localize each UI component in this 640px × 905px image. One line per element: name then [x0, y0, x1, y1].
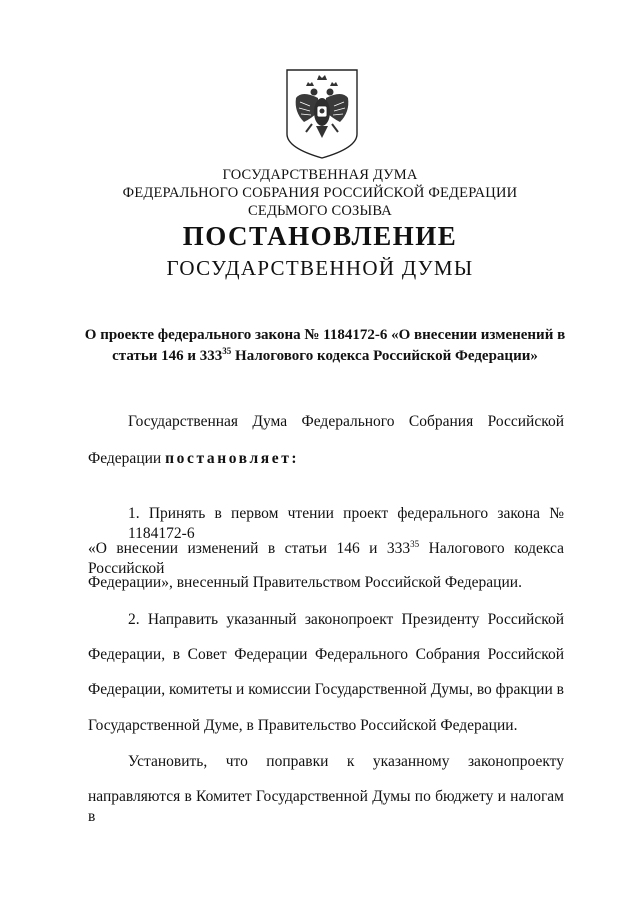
item1-line-1: 1. Принять в первом чтении проект федерального закона № 1184172-6	[128, 505, 564, 542]
item2-line-1: 2. Направить указанный законопроект Президенту Российской	[128, 611, 564, 628]
document-title: ПОСТАНОВЛЕНИЕ	[182, 221, 458, 251]
item2-line-3: Федерации, комитеты и комиссии Государственной Думы, во фракции в	[88, 681, 564, 698]
preamble-line-2: Федерации постановляет:	[88, 450, 300, 467]
item1-line-3: Федерации», внесенный Правительством Российской Федерации.	[88, 574, 522, 591]
item1-line-2: «О внесении изменений в статьи 146 и $333^{35}$ Налогового кодекса Российской	[88, 538, 564, 577]
item2-line-4: Государственной Думе, в Правительство Российской Федерации.	[88, 717, 518, 734]
item3-line-2: направляются в Комитет Государственной Думы по бюджету и налогам в	[88, 788, 564, 825]
document-subtitle: ГОСУДАРСТВЕННОЙ ДУМЫ	[166, 256, 474, 280]
header-line-convocation: СЕДЬМОГО СОЗЫВА	[248, 203, 392, 219]
item3-line-1: Установить, что поправки к указанному законопроекту	[128, 753, 564, 770]
preamble-line-1: Государственная Дума Федерального Собрания Российской	[128, 413, 564, 430]
coat-of-arms-icon	[284, 68, 360, 160]
document-subject: О проекте федерального закона № 1184172-6 «О внесении изменений в статьи 146 и $333^{35}$ Налогового кодекса Российской Федерации»	[84, 327, 566, 364]
decree-word: постановляет:	[165, 450, 300, 467]
header-line-duma: ГОСУДАРСТВЕННАЯ ДУМА	[222, 167, 418, 183]
header-line-assembly: ФЕДЕРАЛЬНОГО СОБРАНИЯ РОССИЙСКОЙ ФЕДЕРАЦИИ	[122, 185, 518, 201]
item2-line-2: Федерации, в Совет Федерации Федерального Собрания Российской	[88, 646, 564, 663]
